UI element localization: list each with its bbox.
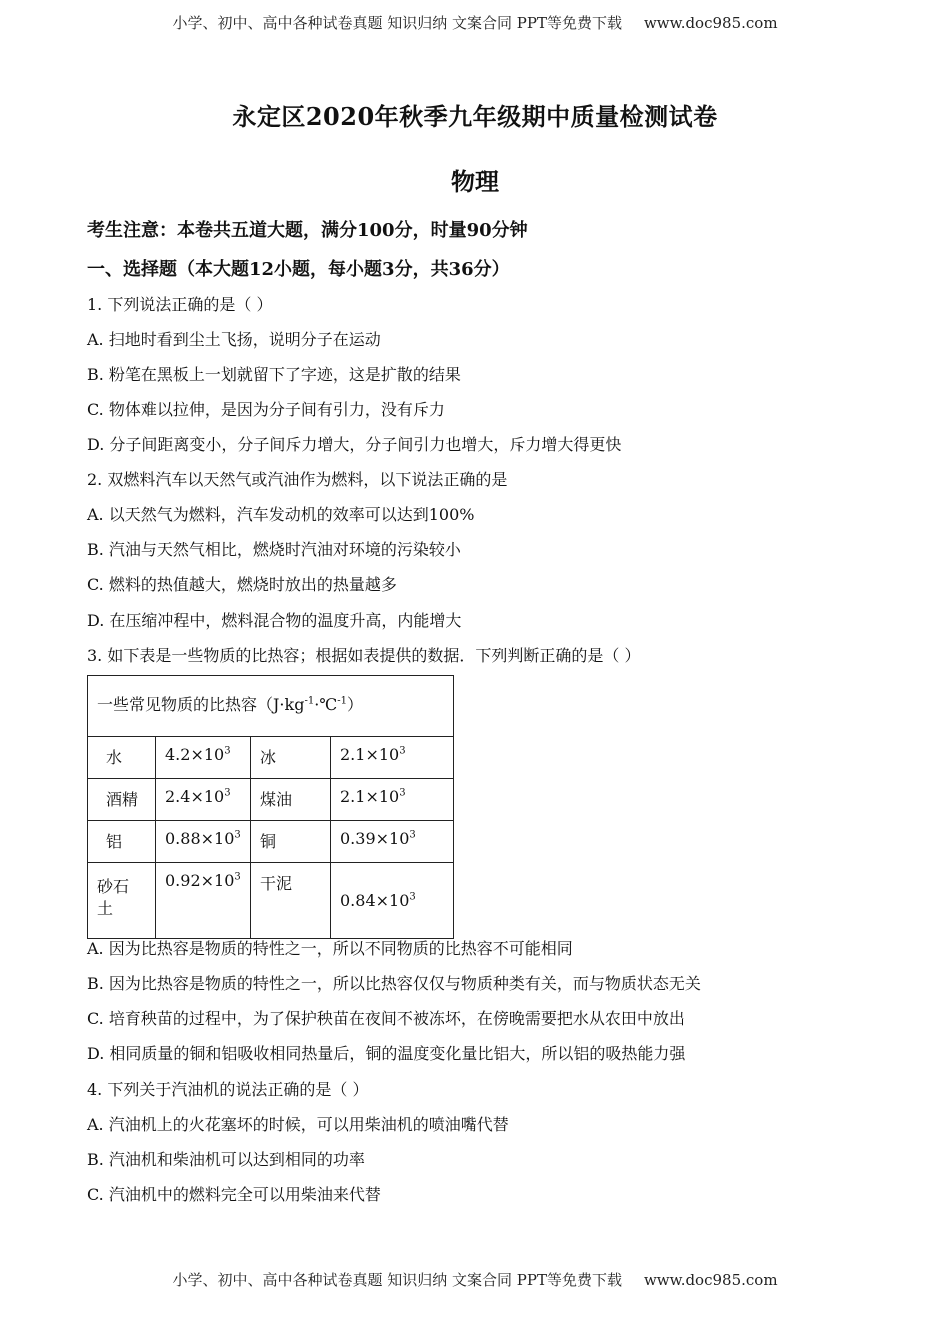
exam-subject: 物理 (451, 167, 499, 196)
section-heading: 一、选择题（本大题12小题，每小题3分，共36分） (87, 259, 510, 280)
table-row: 铝 $0.88\times 10^3$ 铜 $0.39\times 10^3$ (88, 821, 454, 863)
q2-option-b: B. 汽油与天然气相比，燃烧时汽油对环境的污染较小 (87, 540, 461, 559)
q2-option-c: C. 燃料的热值越大，燃烧时放出的热量越多 (87, 575, 397, 594)
table-row: 水 $4.2\times 10^3$ 冰 $2.1\times 10^3$ (88, 737, 454, 779)
q1-option-b: B. 粉笔在黑板上一划就留下了字迹，这是扩散的结果 (87, 365, 461, 384)
q4-option-c: C. 汽油机中的燃料完全可以用柴油来代替 (87, 1185, 381, 1204)
q3-option-c: C. 培育秧苗的过程中，为了保护秧苗在夜间不被冻坏，在傍晚需要把水从农田中放出 (87, 1009, 685, 1028)
header-site: www.doc985.com (643, 14, 778, 32)
q3-option-d: D. 相同质量的铜和铝吸收相同热量后，铜的温度变化量比铝大，所以铝的吸热能力强 (87, 1044, 686, 1063)
q2-option-a: A. 以天然气为燃料，汽车发动机的效率可以达到100% (87, 505, 475, 524)
q3-option-a: A. 因为比热容是物质的特性之一，所以不同物质的比热容不可能相同 (87, 939, 573, 958)
exam-notice: 考生注意：本卷共五道大题，满分100分，时量90分钟 (87, 220, 528, 241)
footer-text: 小学、初中、高中各种试卷真题 知识归纳 文案合同 PPT等免费下载 (172, 1271, 622, 1289)
table-caption: 一些常见物质的比热容$(J\cdot kg^{-1}\cdot℃^{-1})$ (88, 676, 454, 737)
q1-option-d: D. 分子间距离变小，分子间斥力增大，分子间引力也增大，斥力增大得更快 (87, 435, 622, 454)
page-header (0, 12, 950, 33)
exam-title: 永定区2020年秋季九年级期中质量检测试卷 (232, 102, 718, 131)
q1-option-c: C. 物体难以拉伸，是因为分子间有引力，没有斥力 (87, 400, 445, 419)
q3-stem: 3. 如下表是一些物质的比热容；根据如表提供的数据．下列判断正确的是（ ） (87, 646, 641, 665)
q2-stem: 2. 双燃料汽车以天然气或汽油作为燃料，以下说法正确的是 (87, 470, 508, 489)
page-footer (0, 1269, 950, 1290)
table-row: 酒精 $2.4\times 10^3$ 煤油 $2.1\times 10^3$ (88, 779, 454, 821)
q3-option-b: B. 因为比热容是物质的特性之一，所以比热容仅仅与物质种类有关，而与物质状态无关 (87, 974, 701, 993)
q1-stem: 1. 下列说法正确的是（ ） (87, 295, 273, 314)
q1-option-a: A. 扫地时看到尘土飞扬，说明分子在运动 (87, 330, 381, 349)
q2-option-d: D. 在压缩冲程中，燃料混合物的温度升高，内能增大 (87, 611, 462, 630)
specific-heat-table (87, 675, 454, 939)
footer-site: www.doc985.com (643, 1271, 778, 1289)
q4-option-a: A. 汽油机上的火花塞坏的时候，可以用柴油机的喷油嘴代替 (87, 1115, 509, 1134)
q4-option-b: B. 汽油机和柴油机可以达到相同的功率 (87, 1150, 365, 1169)
q4-stem: 4. 下列关于汽油机的说法正确的是（ ） (87, 1080, 369, 1099)
table-row: 砂石土 $0.92\times 10^3$ 干泥 $0.84\times 10^3$ (88, 863, 454, 939)
header-text: 小学、初中、高中各种试卷真题 知识归纳 文案合同 PPT等免费下载 (172, 14, 622, 32)
